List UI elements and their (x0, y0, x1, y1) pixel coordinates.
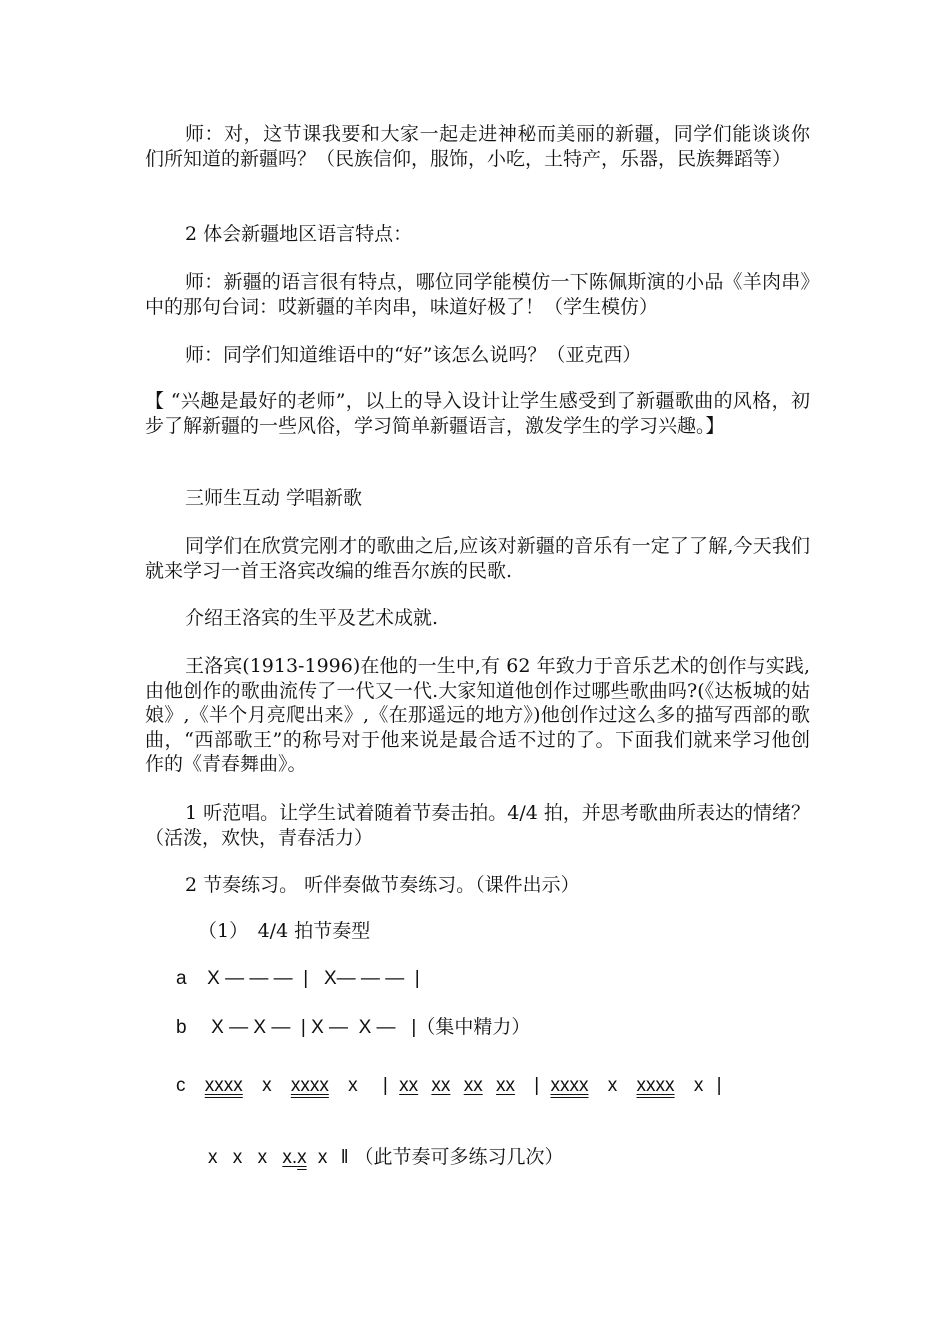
rhythm-d-final-barline: ‖ (340, 1147, 349, 1168)
rhythm-d-note: x (257, 1147, 268, 1168)
rhythm-line-d (208, 1145, 564, 1170)
paragraph-listen-demo: 1 听范唱。让学生试着随着节奏击拍。4/4 拍，并思考歌曲所表达的情绪？（活泼，欢快，青春活力） (145, 802, 810, 849)
paragraph-teacher-mimic: 师：新疆的语言很有特点，哪位同学能模仿一下陈佩斯演的小品《羊肉串》中的那句台词：哎新疆的羊肉串，味道好极了！（学生模仿） (145, 271, 810, 318)
rhythm-c-barline: | (716, 1075, 722, 1096)
rhythm-line-c (176, 1074, 722, 1098)
rhythm-d-note: x (317, 1147, 328, 1168)
rhythm-d-note: x (208, 1147, 218, 1168)
rhythm-c-barline: | (534, 1075, 540, 1096)
rhythm-d-note-text: （此节奏可多练习几次） (354, 1146, 564, 1168)
rhythm-line-b (176, 1015, 530, 1040)
rhythm-c-quarter: x (348, 1075, 358, 1096)
paragraph-language-heading: 2 体会新疆地区语言特点： (185, 223, 413, 245)
paragraph-rhythm-practice: 2 节奏练习。 听伴奏做节奏练习。（课件出示） (185, 874, 580, 896)
rhythm-type-heading: （1） 4/4 拍节奏型 (198, 920, 371, 942)
rhythm-c-eighth-pair: xx (463, 1075, 483, 1096)
rhythm-a-label: a (176, 968, 187, 989)
rhythm-c-sixteenth-group: xxxx (290, 1075, 329, 1096)
rhythm-b-label: b (176, 1017, 187, 1038)
rhythm-c-eighth-pair: xx (431, 1075, 451, 1096)
rhythm-c-barline: | (382, 1075, 388, 1096)
rhythm-c-eighth-pair: xx (495, 1075, 515, 1096)
rhythm-line-a (176, 967, 420, 991)
rhythm-a-notes: X — — — | X— — — | (207, 968, 420, 989)
rhythm-c-quarter: x (262, 1075, 272, 1096)
rhythm-c-sixteenth-group: xxxx (204, 1075, 243, 1096)
paragraph-teacher-intro: 师：对，这节课我要和大家一起走进神秘而美丽的新疆，同学们能谈谈你们所知道的新疆吗？（民族信仰，服饰，小吃，土特产，乐器，民族舞蹈等） (145, 123, 810, 170)
rhythm-c-eighth-pair: xx (399, 1075, 419, 1096)
paragraph-wang-luobin-intro: 介绍王洛宾的生平及艺术成就. (185, 607, 439, 629)
rhythm-d-note: x (232, 1147, 243, 1168)
rhythm-c-sixteenth-group: xxxx (550, 1075, 589, 1096)
rhythm-d-dotted-note: x. (282, 1147, 298, 1168)
section-heading-learn-song: 三师生互动 学唱新歌 (185, 487, 363, 509)
rhythm-c-label: c (176, 1075, 186, 1096)
rhythm-b-note: （集中精力） (416, 1016, 531, 1038)
rhythm-d-sixteenth-note: x (297, 1147, 307, 1168)
paragraph-wang-luobin-bio: 王洛宾(1913-1996)在他的一生中,有 62 年致力于音乐艺术的创作与实践,由他创作的歌曲流传了一代又一代.大家知道他创作过哪些歌曲吗?(《达板城的姑娘》,《半个月亮爬出来》,《在那遥远的地方》)他创作过这么多的描写西部的歌曲，“西部歌王”的称号对于他来说是最合适不过的了。下面我们就来学习他创作的《青春舞曲》。 (145, 655, 810, 775)
rhythm-c-quarter: x (693, 1075, 704, 1096)
rhythm-c-quarter: x (607, 1075, 618, 1096)
paragraph-song-intro: 同学们在欣赏完刚才的歌曲之后,应该对新疆的音乐有一定了了解,今天我们就来学习一首王洛宾改编的维吾尔族的民歌. (145, 535, 810, 582)
paragraph-uyghur-good: 师：同学们知道维语中的“好”该怎么说吗？（亚克西） (185, 344, 642, 366)
paragraph-interest-note: 【 “兴趣是最好的老师”，以上的导入设计让学生感受到了新疆歌曲的风格，初步了解新疆的一些风俗，学习简单新疆语言，激发学生的学习兴趣。】 (145, 390, 810, 437)
rhythm-b-notes: X — X — | X — X — | (211, 1017, 417, 1038)
rhythm-c-sixteenth-group: xxxx (636, 1075, 675, 1096)
